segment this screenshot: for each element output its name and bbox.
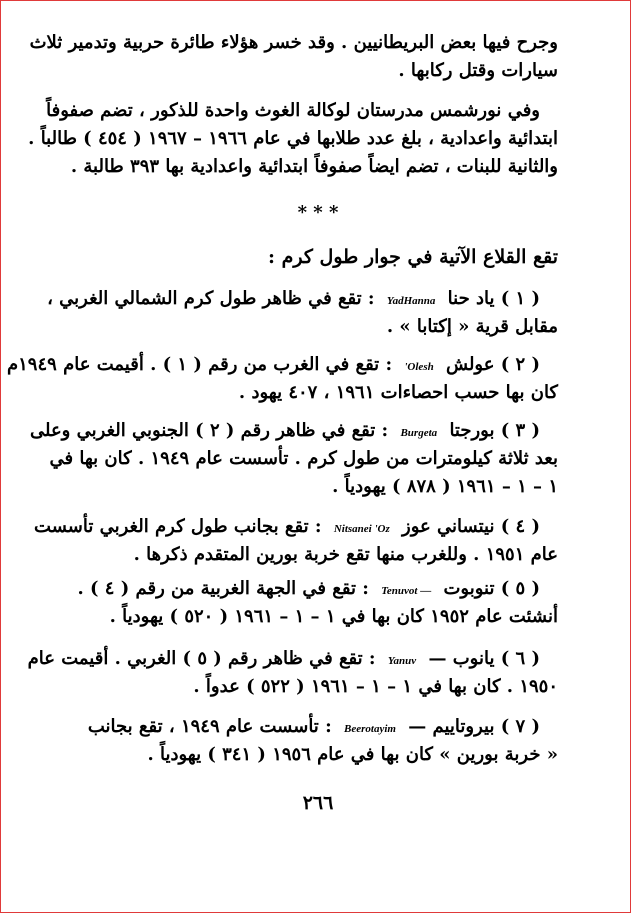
page-number: ٢٦٦ — [302, 792, 334, 814]
section-separator: * * * — [297, 202, 339, 223]
entry-1-first-line — [47, 286, 558, 314]
entry-4-lead: ( ٤ ) نيتساني عوز — [402, 516, 540, 537]
entry-5-first-line — [78, 576, 558, 604]
entry-3-latin-name: Burgeta — [400, 427, 438, 439]
entry-3-first-line — [29, 418, 558, 446]
entry-3-line-3: ١ – ١ – ١٩٦١ ( ٨٧٨ ) يهودياً . — [332, 476, 558, 497]
entry-4-latin-name: Nitsanei 'Oz — [333, 523, 390, 535]
entry-3-text: : تقع في ظاهر رقم ( ٢ ) الجنوبي الغربي وعلى — [29, 420, 389, 441]
entry-7-text: : تأسست عام ١٩٤٩ ، تقع بجانب — [87, 716, 332, 737]
entry-5-lead: ( ٥ ) تنوبوت — [443, 578, 540, 599]
entry-3-lead: ( ٣ ) بورجتا — [449, 420, 540, 441]
entry-3-line-2: بعد ثلاثة كيلومترات من طول كرم . تأسست عام ١٩٤٩ . كان بها في — [49, 448, 558, 469]
entry-1-text: : تقع في ظاهر طول كرم الشمالي الغربي ، — [47, 288, 375, 309]
entry-2-lead: ( ٢ ) عولش — [446, 354, 540, 375]
entry-4-text: : تقع بجانب طول كرم الغربي تأسست — [34, 516, 322, 537]
entry-4-line-2: عام ١٩٥١ . وللغرب منها تقع خربة بورين المتقدم ذكرها . — [133, 544, 558, 565]
entry-1-latin-name: YadHanna — [386, 295, 436, 307]
entry-5-text: : تقع في الجهة الغربية من رقم ( ٤ ) . — [77, 578, 369, 599]
entry-4-first-line — [34, 514, 558, 542]
entry-6-text: : تقع في ظاهر رقم ( ٥ ) الغربي . أقيمت عام — [27, 648, 376, 669]
entry-6-first-line — [27, 646, 558, 674]
book-page — [6, 30, 558, 880]
schools-line-2: ابتدائية واعدادية ، بلغ عدد طلابها في عام ١٩٦٦ – ١٩٦٧ ( ٤٥٤ ) طالباً . — [28, 128, 558, 149]
entry-6-line-2: ١٩٥٠ . كان بها في ١ – ١ – ١٩٦١ ( ٥٢٢ ) عدواً . — [193, 676, 558, 697]
intro-line-1: وجرح فيها بعض البريطانيين . وقد خسر هؤلاء طائرة حربية وتدمير ثلاث — [29, 32, 558, 53]
entry-7-lead: ( ٧ ) بيروتاييم — — [408, 716, 540, 737]
entry-2-latin-name: 'Olesh — [404, 361, 434, 373]
entry-5-line-2: أنشئت عام ١٩٥٢ كان بها في ١ – ١ – ١٩٦١ ( ٥٢٠ ) يهودياً . — [109, 606, 558, 627]
entry-5-latin-name: Tenuvot — — [381, 585, 432, 597]
entry-1-line-2: مقابل قرية « إكتابا » . — [386, 316, 558, 337]
entry-2-text: : تقع في الغرب من رقم ( ١ ) . أقيمت عام ١٩٤٩م — [6, 354, 393, 375]
entry-6-latin-name: Yanuv — [387, 655, 417, 667]
entry-2-line-2: كان بها حسب احصاءات ١٩٦١ ، ٤٠٧ يهود . — [238, 382, 558, 403]
schools-line-1: وفي نورشمس مدرستان لوكالة الغوث واحدة للذكور ، تضم صفوفاً — [46, 100, 540, 121]
entry-7-first-line — [78, 714, 558, 742]
entry-6-lead: ( ٦ ) يانوب — — [428, 648, 540, 669]
intro-line-2: سيارات وقتل ركابها . — [398, 60, 558, 81]
entry-1-lead: ( ١ ) ياد حنا — [447, 288, 540, 309]
entry-7-line-2: « خربة بورين » كان بها في عام ١٩٥٦ ( ٣٤١ ) يهودياً . — [147, 744, 558, 765]
entry-2-first-line — [6, 352, 558, 380]
schools-line-3: والثانية للبنات ، تضم ايضاً صفوفاً ابتدائية واعدادية بها ٣٩٣ طالبة . — [70, 156, 558, 177]
entry-7-latin-name: Beerotayim — [344, 723, 396, 735]
section-heading: تقع القلاع الآتية في جوار طول كرم : — [268, 246, 558, 268]
